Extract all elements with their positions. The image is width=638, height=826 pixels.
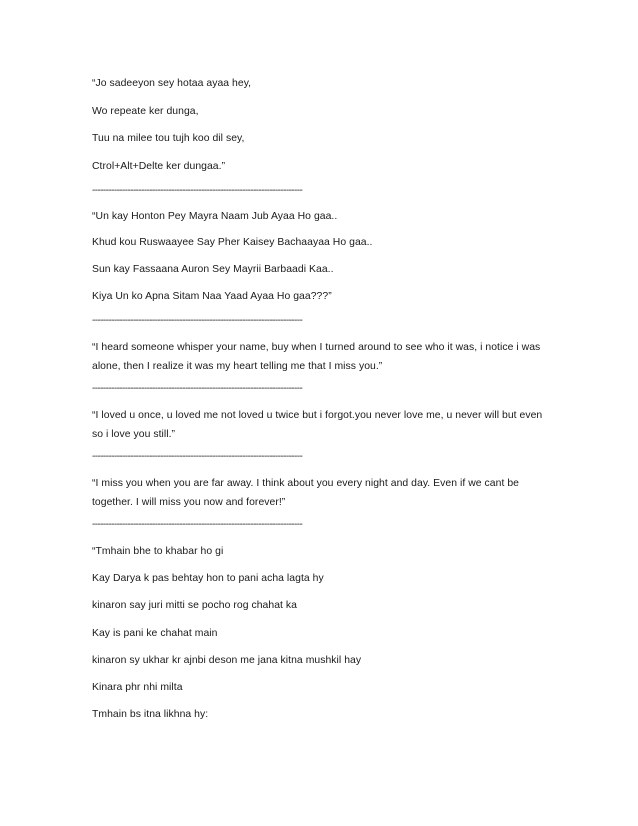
separator-5: ----------------------------------------------------------------------------- bbox=[92, 519, 303, 530]
poem-3-line-1: “Tmhain bhe to khabar ho gi bbox=[92, 546, 224, 557]
quote-paragraph-2: “I loved u once, u loved me not loved u twice but i forgot.you never love me, u never will but even so i love you still.” bbox=[92, 410, 543, 440]
separator-4: ----------------------------------------------------------------------------- bbox=[92, 451, 303, 462]
poem-2-line-1: “Un kay Honton Pey Mayra Naam Jub Ayaa Ho gaa.. bbox=[92, 211, 338, 222]
poem-3-line-7: Tmhain bs itna likhna hy: bbox=[92, 709, 209, 720]
poem-1-line-3: Tuu na milee tou tujh koo dil sey, bbox=[92, 133, 245, 144]
separator-1: ----------------------------------------------------------------------------- bbox=[92, 185, 303, 196]
poem-3-line-4: Kay is pani ke chahat main bbox=[92, 628, 218, 639]
quote-paragraph-1: “I heard someone whisper your name, buy when I turned around to see who it was, i notice i was alone, then I realize it was my heart telling me that I miss you.” bbox=[92, 342, 541, 372]
poem-2-line-3: Sun kay Fassaana Auron Sey Mayrii Barbaadi Kaa.. bbox=[92, 264, 334, 275]
poem-2-line-4: Kiya Un ko Apna Sitam Naa Yaad Ayaa Ho gaa???” bbox=[92, 291, 332, 302]
poem-3-line-3: kinaron say juri mitti se pocho rog chahat ka bbox=[92, 600, 297, 611]
poem-3-line-2: Kay Darya k pas behtay hon to pani acha lagta hy bbox=[92, 573, 324, 584]
poem-2-line-2: Khud kou Ruswaayee Say Pher Kaisey Bachaayaa Ho gaa.. bbox=[92, 237, 373, 248]
poem-1-line-4: Ctrol+Alt+Delte ker dungaa.” bbox=[92, 161, 226, 172]
poem-1-line-1: “Jo sadeeyon sey hotaa ayaa hey, bbox=[92, 78, 252, 89]
poem-1-line-2: Wo repeate ker dunga, bbox=[92, 106, 199, 117]
separator-2: ----------------------------------------------------------------------------- bbox=[92, 315, 303, 326]
separator-3: ----------------------------------------------------------------------------- bbox=[92, 383, 303, 394]
poem-3-line-5: kinaron sy ukhar kr ajnbi deson me jana kitna mushkil hay bbox=[92, 655, 362, 666]
quote-paragraph-3: “I miss you when you are far away. I think about you every night and day. Even if we cant be together. I will miss you now and forever!” bbox=[92, 478, 519, 508]
poem-3-line-6: Kinara phr nhi milta bbox=[92, 682, 183, 693]
